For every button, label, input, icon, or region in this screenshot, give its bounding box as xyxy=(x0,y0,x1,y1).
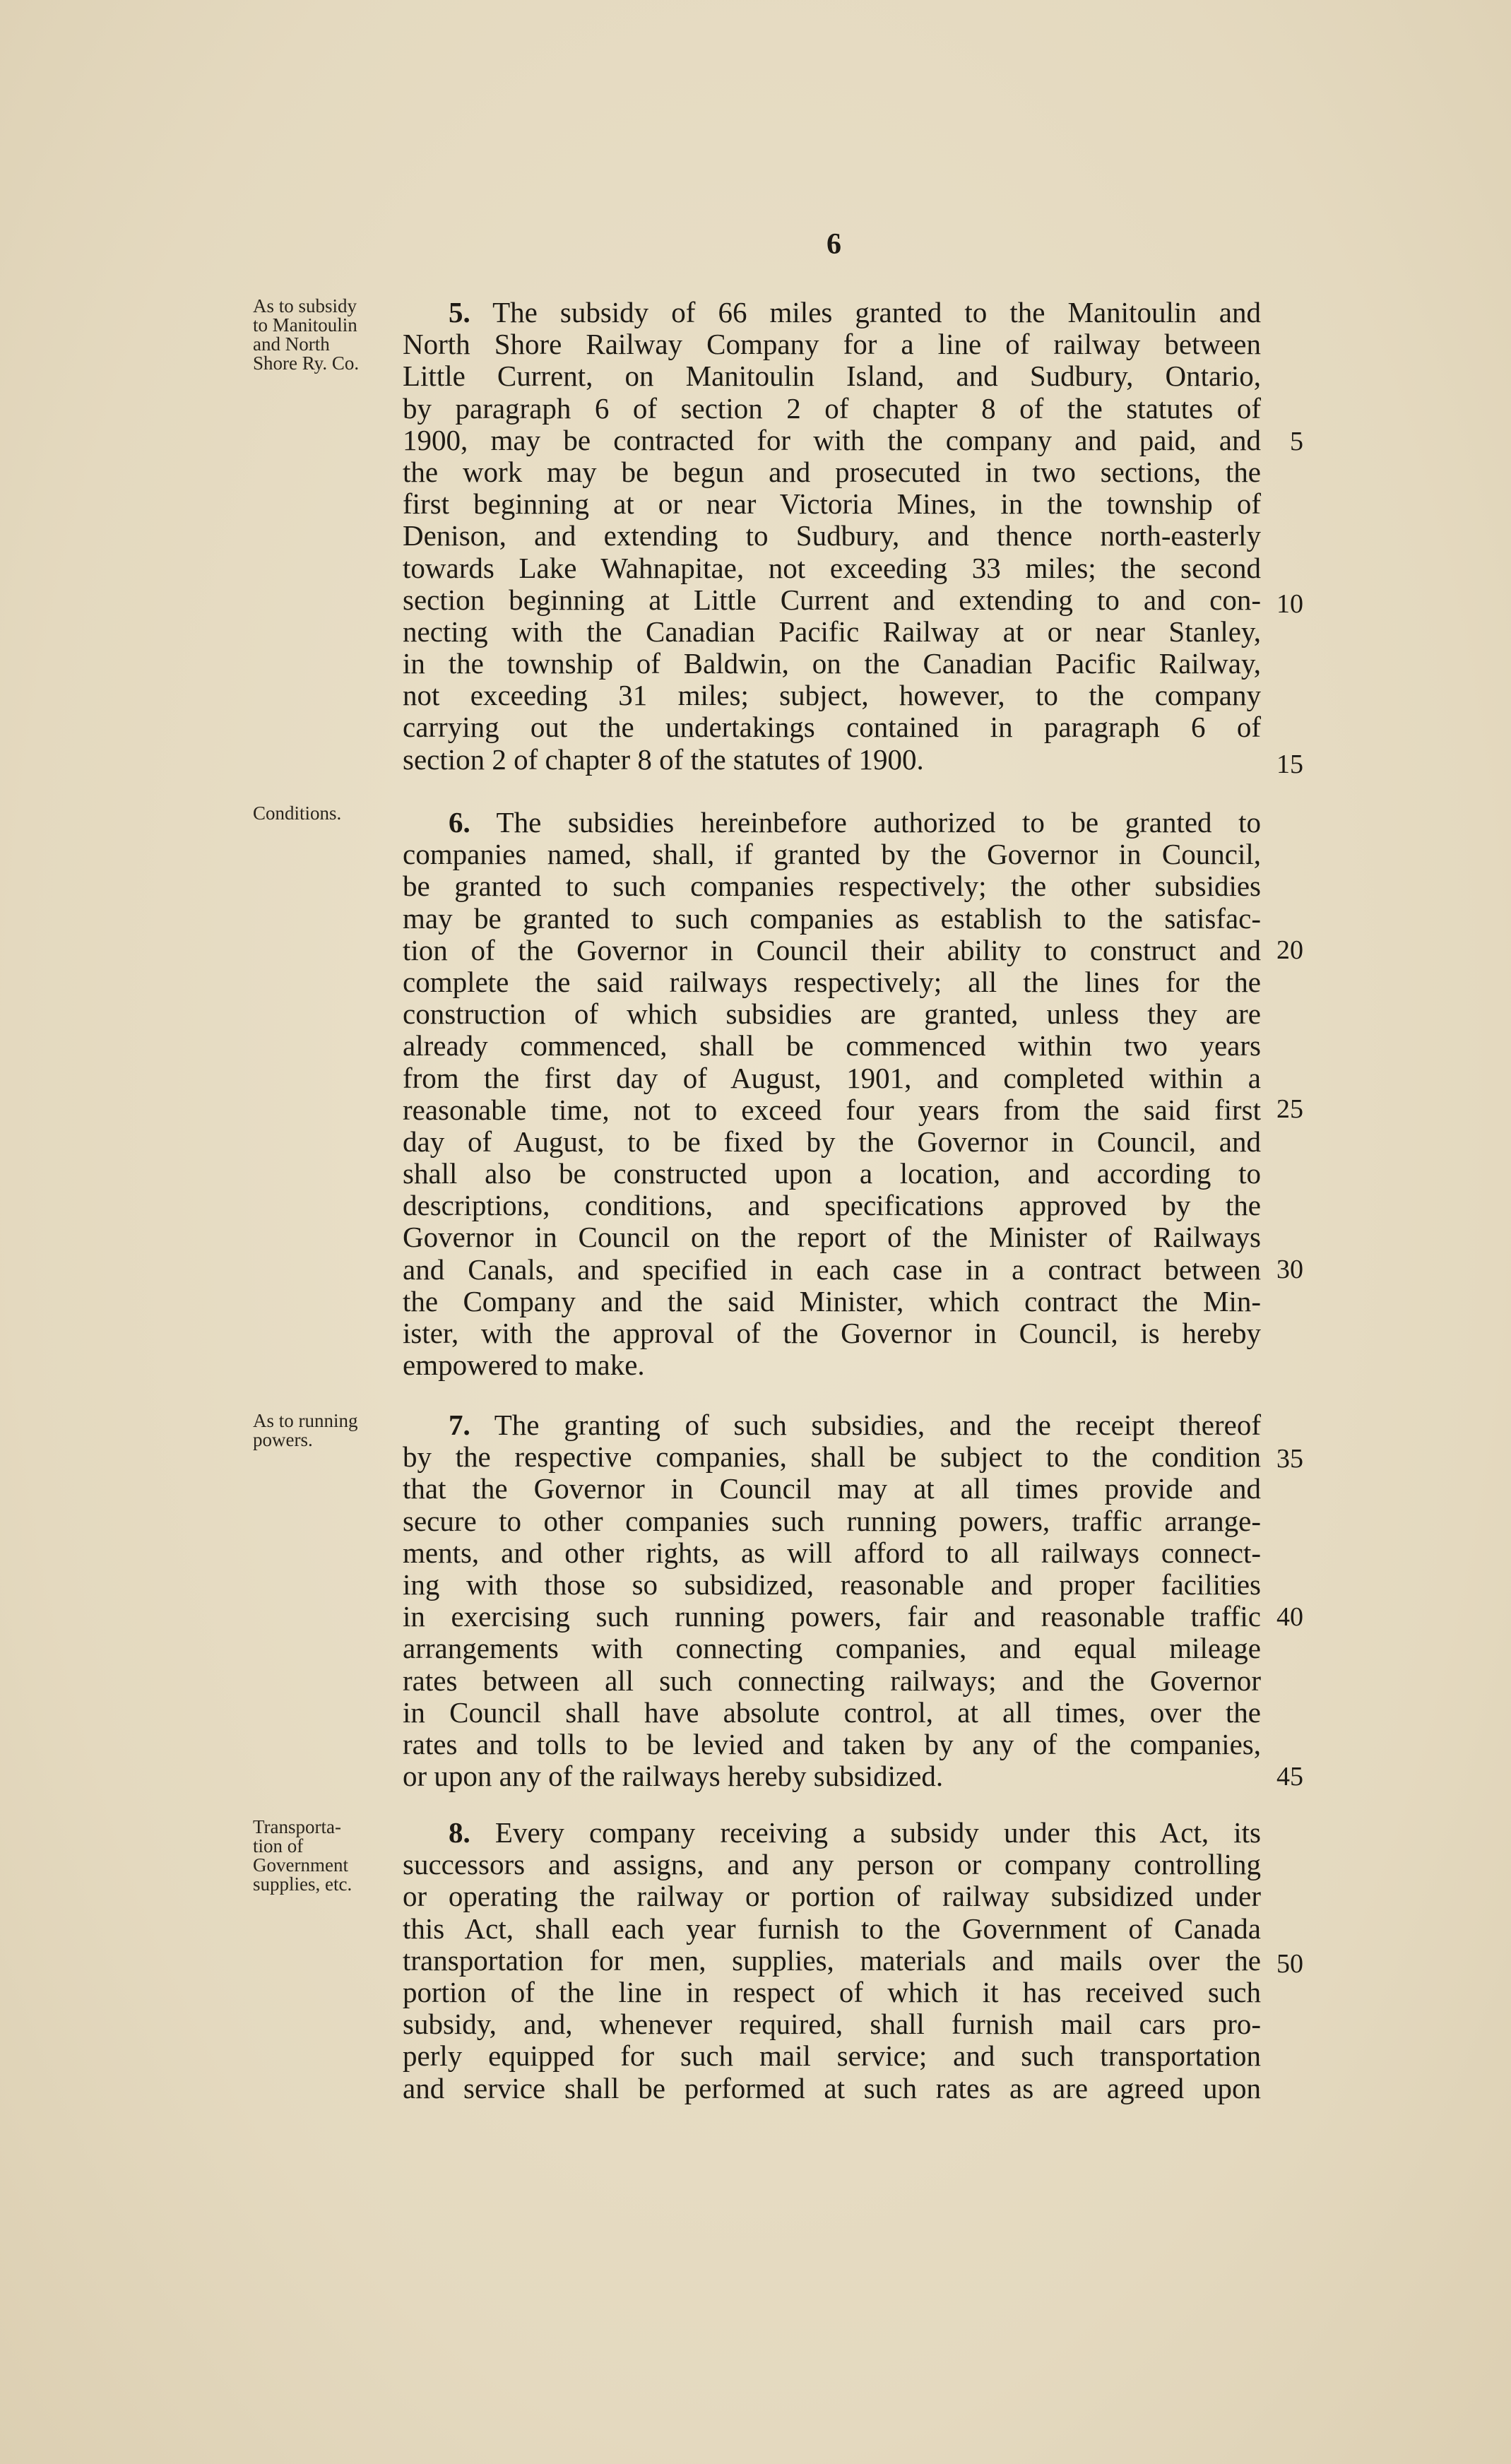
margin-note-line: Conditions. xyxy=(253,802,342,824)
text-line: 6. The subsidies hereinbefore authorized to be granted to xyxy=(449,806,1261,839)
text-line: in the township of Baldwin, on the Canadian Pacific Railway, xyxy=(403,647,1261,680)
margin-note-section-5 xyxy=(253,297,412,373)
text-line: ing with those so subsidized, reasonable and proper facilities xyxy=(403,1568,1261,1601)
margin-note-section-7 xyxy=(253,1411,412,1450)
text-line: may be granted to such companies as establish to the satisfac- xyxy=(403,901,1261,935)
margin-note-line: As to subsidy xyxy=(253,295,357,316)
margin-note-line: powers. xyxy=(253,1429,313,1450)
margin-note-line: Transporta- xyxy=(253,1816,341,1837)
text-line: or upon any of the railways hereby subsidized. xyxy=(403,1760,944,1793)
section-number: 5. xyxy=(449,296,470,328)
text-line: this Act, shall each year furnish to the Government of Canada xyxy=(403,1912,1261,1945)
text-line: reasonable time, not to exceed four years from the said first xyxy=(403,1093,1261,1126)
text-line: perly equipped for such mail service; and such transportation xyxy=(403,2039,1261,2073)
text-line: arrangements with connecting companies, and equal mileage xyxy=(403,1632,1261,1665)
text-line: Denison, and extending to Sudbury, and thence north-easterly xyxy=(403,519,1261,552)
text-line: 1900, may be contracted for with the company and paid, and xyxy=(403,423,1261,456)
line-number: 40 xyxy=(1276,1602,1303,1632)
text-line: tion of the Governor in Council their ability to construct and xyxy=(403,933,1261,966)
line-number: 45 xyxy=(1276,1762,1303,1791)
text-line: 7. The granting of such subsidies, and the receipt thereof xyxy=(449,1409,1261,1441)
text-line: in exercising such running powers, fair and reasonable traffic xyxy=(403,1600,1261,1633)
text-line: 5. The subsidy of 66 miles granted to the Manitoulin and xyxy=(449,296,1261,328)
text-line: successors and assigns, and any person or company controlling xyxy=(403,1848,1261,1881)
text-line: not exceeding 31 miles; subject, however, to the company xyxy=(403,679,1261,712)
line-number: 10 xyxy=(1276,589,1303,619)
section-number: 6. xyxy=(449,806,470,839)
margin-note-line: As to running xyxy=(253,1410,358,1431)
text-line: subsidy, and, whenever required, shall furnish mail cars pro- xyxy=(403,2008,1261,2041)
text-line: shall also be constructed upon a location, and according to xyxy=(403,1157,1261,1190)
line-number: 5 xyxy=(1290,427,1303,456)
text-line: in Council shall have absolute control, at all times, over the xyxy=(403,1695,1261,1729)
text-line: North Shore Railway Company for a line of railway between xyxy=(403,328,1261,361)
text-line: ister, with the approval of the Governor in Council, is hereby xyxy=(403,1317,1261,1349)
section-number: 7. xyxy=(449,1409,470,1441)
line-number: 15 xyxy=(1276,750,1303,779)
text-line: or operating the railway or portion of railway subsidized under xyxy=(403,1880,1261,1913)
text-line: from the first day of August, 1901, and completed within a xyxy=(403,1061,1261,1094)
text-line: be granted to such companies respectively; the other subsidies xyxy=(403,870,1261,903)
margin-note-line: Government xyxy=(253,1854,348,1876)
text-line: by the respective companies, shall be subject to the condition xyxy=(403,1440,1261,1474)
text-line: already commenced, shall be commenced within two years xyxy=(403,1029,1261,1062)
text-line: companies named, shall, if granted by the Governor in Council, xyxy=(403,838,1261,871)
text-line: first beginning at or near Victoria Mines, in the township of xyxy=(403,487,1261,521)
text-line: Governor in Council on the report of the Minister of Railways xyxy=(403,1221,1261,1254)
text-line: portion of the line in respect of which it has received such xyxy=(403,1975,1261,2008)
text-line: towards Lake Wahnapitae, not exceeding 33 miles; the second xyxy=(403,551,1261,584)
margin-note-section-6 xyxy=(253,804,412,823)
text-line: by paragraph 6 of section 2 of chapter 8 of the statutes of xyxy=(403,391,1261,425)
text-line: carrying out the undertakings contained in paragraph 6 of xyxy=(403,711,1261,744)
text-line: complete the said railways respectively; all the lines for the xyxy=(403,965,1261,998)
section-5 xyxy=(403,297,1261,776)
line-number: 20 xyxy=(1276,935,1303,965)
line-number: 50 xyxy=(1276,1949,1303,1979)
text-line: the Company and the said Minister, which contract the Min- xyxy=(403,1284,1261,1317)
margin-note-line: Shore Ry. Co. xyxy=(253,353,360,374)
text-line: and Canals, and specified in each case in a contract between xyxy=(403,1252,1261,1286)
section-number: 8. xyxy=(449,1816,470,1849)
text-line: Little Current, on Manitoulin Island, and Sudbury, Ontario, xyxy=(403,360,1261,393)
margin-note-section-8 xyxy=(253,1818,412,1894)
text-line: and service shall be performed at such rates as are agreed upon xyxy=(403,2071,1261,2104)
text-line: section 2 of chapter 8 of the statutes of 1900. xyxy=(403,742,924,776)
section-7 xyxy=(403,1409,1261,1792)
margin-note-line: supplies, etc. xyxy=(253,1873,352,1895)
line-number: 25 xyxy=(1276,1094,1303,1124)
text-line: secure to other companies such running powers, traffic arrange- xyxy=(403,1504,1261,1537)
margin-note-line: tion of xyxy=(253,1835,304,1856)
text-line: the work may be begun and prosecuted in two sections, the xyxy=(403,455,1261,488)
text-line: that the Governor in Council may at all times provide and xyxy=(403,1472,1261,1505)
text-line: empowered to make. xyxy=(403,1349,645,1382)
page-number: 6 xyxy=(826,228,841,261)
line-number: 35 xyxy=(1276,1444,1303,1474)
text-line: construction of which subsidies are granted, unless they are xyxy=(403,997,1261,1031)
text-line: rates between all such connecting railways; and the Governor xyxy=(403,1664,1261,1697)
margin-note-line: to Manitoulin xyxy=(253,314,357,336)
text-line: rates and tolls to be levied and taken by any of the companies, xyxy=(403,1727,1261,1760)
text-line: descriptions, conditions, and specifications approved by the xyxy=(403,1189,1261,1222)
section-8 xyxy=(403,1817,1261,2104)
text-line: ments, and other rights, as will afford to all railways connect- xyxy=(403,1536,1261,1569)
text-line: section beginning at Little Current and extending to and con- xyxy=(403,583,1261,616)
line-number: 30 xyxy=(1276,1255,1303,1284)
text-line: necting with the Canadian Pacific Railway at or near Stanley, xyxy=(403,615,1261,648)
text-line: transportation for men, supplies, materials and mails over the xyxy=(403,1943,1261,1977)
margin-note-line: and North xyxy=(253,333,330,355)
text-line: day of August, to be fixed by the Governor in Council, and xyxy=(403,1125,1261,1158)
section-6 xyxy=(403,807,1261,1381)
text-line: 8. Every company receiving a subsidy under this Act, its xyxy=(449,1816,1261,1849)
